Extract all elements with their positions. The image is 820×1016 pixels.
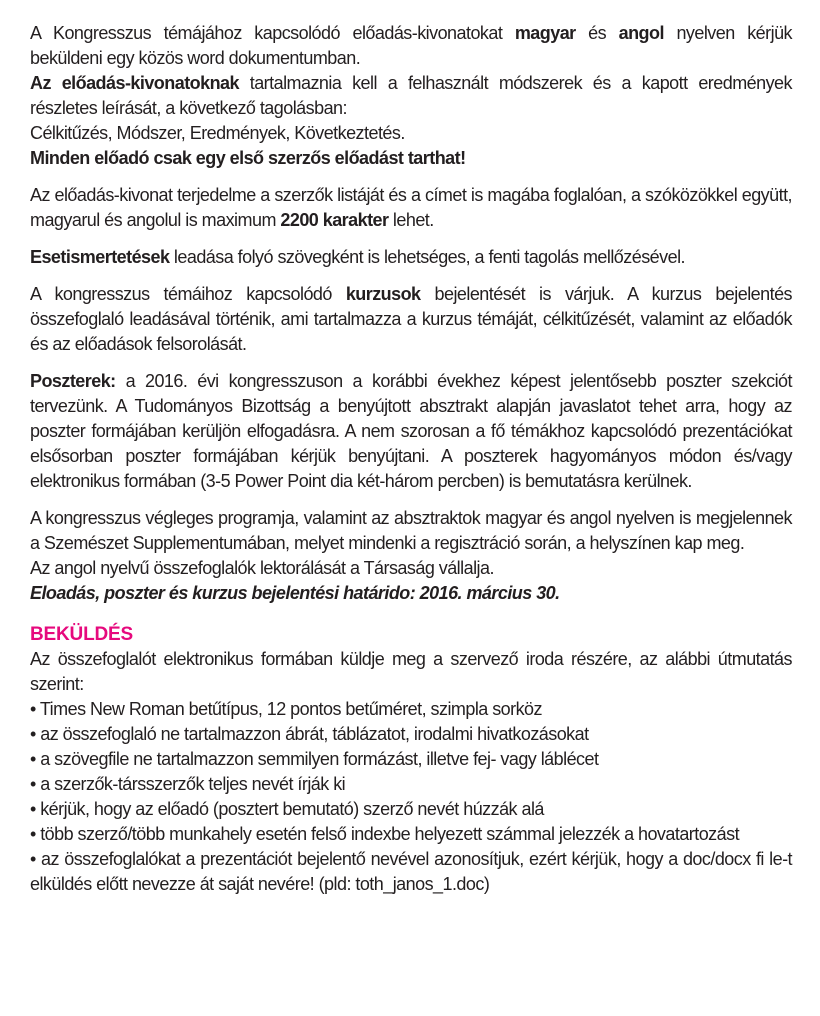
text-run: • kérjük, hogy az előadó (posztert bemutató) szerző nevét húzzák alá [30, 799, 544, 819]
text-run-bold: magyar [514, 23, 576, 43]
paragraph [30, 282, 792, 357]
paragraph [30, 21, 792, 71]
bullet-item [30, 847, 792, 897]
text-run: • Times New Roman betűtípus, 12 pontos betűméret, szimpla sorköz [30, 699, 542, 719]
text-run-bold: Poszterek: [30, 371, 116, 391]
text-run: • az összefoglalókat a prezentációt bejelentő nevével azonosítjuk, ezért kérjük, hogy a doc/docx fi le-t elküldés előtt nevezze át saját nevére! (pld: toth_janos_1.doc) [30, 849, 792, 894]
courses-block [30, 282, 792, 357]
bullet-item [30, 822, 792, 847]
text-run: tartalmaznia kell a felhasznált módszerek és a kapott eredmények részletes leírását, a következő tagolásban: [30, 73, 792, 118]
case-reports-block [30, 245, 792, 270]
text-run: Az angol nyelvű összefoglalók lektorálását a Társaság vállalja. [30, 558, 494, 578]
program-block [30, 506, 792, 606]
text-run: • a szerzők-társszerzők teljes nevét írják ki [30, 774, 346, 794]
paragraph [30, 71, 792, 121]
paragraph [30, 146, 792, 171]
paragraph [30, 245, 792, 270]
submission-block [30, 647, 792, 897]
paragraph [30, 506, 792, 556]
text-run: Célkitűzés, Módszer, Eredmények, Következtetés. [30, 123, 405, 143]
text-run: Az előadás-kivonat terjedelme a szerzők listáját és a címet is magába foglalóan, a szóközökkel együtt, magyarul és angolul is maximum [30, 185, 792, 230]
paragraph [30, 581, 792, 606]
text-run-bold: 2200 karakter [280, 210, 389, 230]
text-run: lehet. [388, 210, 434, 230]
bullet-item [30, 797, 792, 822]
text-run: nyelven kérjük beküldeni egy közös word dokumentumban. [30, 23, 792, 68]
bullet-item [30, 697, 792, 722]
bullet-item [30, 772, 792, 797]
bullet-item [30, 722, 792, 747]
text-run: A Kongresszus témájához kapcsolódó előadás-kivonatokat [30, 23, 515, 43]
text-run: • a szövegfile ne tartalmazzon semmilyen formázást, illetve fej- vagy láblécet [30, 749, 599, 769]
text-run: és [575, 23, 619, 43]
text-run: • az összefoglaló ne tartalmazzon ábrát, táblázatot, irodalmi hivatkozásokat [30, 724, 589, 744]
paragraph [30, 121, 792, 146]
posters-block [30, 369, 792, 494]
text-run: Az összefoglalót elektronikus formában küldje meg a szervező iroda részére, az alábbi útmutatás szerint: [30, 649, 792, 694]
text-run: a 2016. évi kongresszuson a korábbi évekhez képest jelentősebb poszter szekciót tervezünk. A Tudományos Bizottság a benyújtott absztrakt alapján javaslatot tehet arra, hogy az poszter formájában kerüljön elfogadásra. A nem szorosan a fő témákhoz kapcsolódó prezentációkat elsősorban poszter formájában kérjük benyújtani. A poszterek hagyományos módon és/vagy elektronikus formában (3-5 Power Point dia két-három percben) is bemutatásra kerülnek. [30, 371, 792, 491]
text-run-bold: Minden előadó csak egy első szerzős előadást tarthat! [30, 148, 466, 168]
text-run: A kongresszus végleges programja, valamint az absztraktok magyar és angol nyelven is megjelennek a Szemészet Supplementumában, melyet mindenki a regisztráció során, a helyszínen kap meg. [30, 508, 792, 553]
paragraph [30, 183, 792, 233]
text-run-bold: angol [618, 23, 664, 43]
text-run: bejelentését is várjuk. A kurzus bejelentés összefoglaló leadásával történik, ami tartalmazza a kurzus témáját, célkitűzését, valamint az előadók és az előadások felsorolását. [30, 284, 792, 354]
text-run: • több szerző/több munkahely esetén felső indexbe helyezett számmal jelezzék a hovatartozást [30, 824, 740, 844]
text-run: A kongresszus témáihoz kapcsolódó [30, 284, 346, 304]
text-run-bold: Az előadás-kivonatoknak [30, 73, 239, 93]
paragraph [30, 556, 792, 581]
text-run: leadása folyó szövegként is lehetséges, a fenti tagolás mellőzésével. [169, 247, 685, 267]
intro-block [30, 21, 792, 171]
abstract-length-block [30, 183, 792, 233]
paragraph [30, 369, 792, 494]
text-run-bold: Esetismertetések [30, 247, 170, 267]
bullet-item [30, 747, 792, 772]
text-run-bold: kurzusok [345, 284, 421, 304]
section-heading-bekuldes: BEKÜLDÉS [30, 624, 133, 645]
paragraph [30, 647, 792, 697]
deadline-text: Eloadás, poszter és kurzus bejelentési határido: 2016. március 30. [30, 583, 560, 603]
